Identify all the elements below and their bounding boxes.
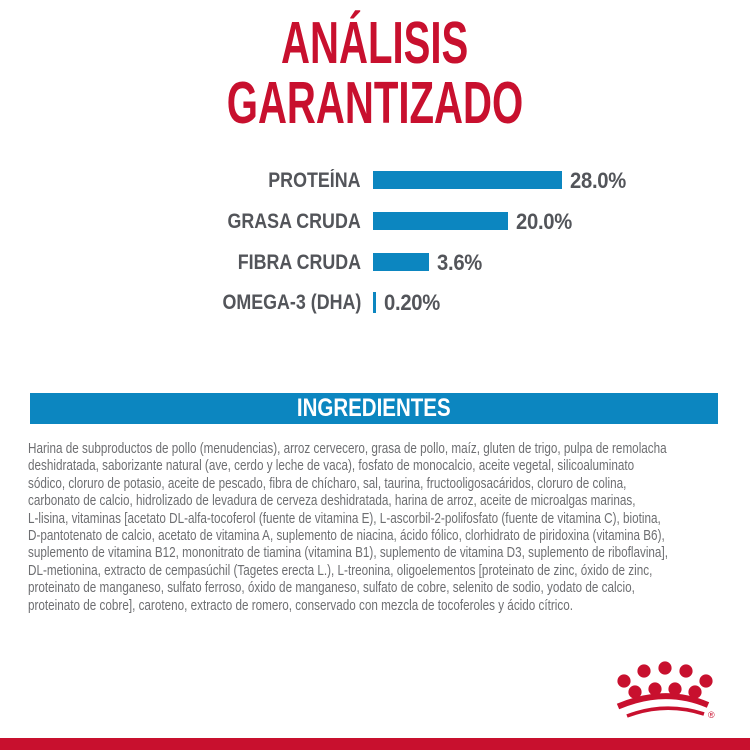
ingredients-banner [30, 393, 718, 424]
chart-value-label: 28.0% [570, 168, 627, 193]
ingredient-line: D-pantotenato de calcio, acetato de vitamina A, suplemento de niacina, ácido fólico, clorhidrato de piridoxina (vitamina B6), [28, 527, 665, 545]
chart-bar [373, 253, 429, 271]
chart-category-label: GRASA CRUDA [227, 210, 361, 233]
ingredient-line: deshidratada, saborizante natural (ave, cerdo y leche de vaca), fosfato de monocalcio, aceite vegetal, silicoaluminato [28, 457, 635, 475]
ingredient-line: DL-metionina, extracto de cempasúchil (Tagetes erecta L.), L-treonina, oligoelementos [proteinato de zinc, óxido de zinc, [28, 561, 653, 579]
ingredient-line: carbonato de calcio, hidrolizado de levadura de cerveza deshidratada, harina de arroz, aceite de microalgas marinas, [28, 492, 636, 510]
ingredient-line: L-lisina, vitaminas [acetato DL-alfa-tocoferol (fuente de vitamina E), L-ascorbil-2-polifosfato (fuente de vitamina C), biotina, [28, 509, 661, 527]
crown-dots [617, 661, 712, 698]
chart-row [0, 242, 750, 283]
page-title-line2: GARANTIZADO [226, 70, 524, 136]
page-title-line1: ANÁLISIS [281, 10, 469, 76]
chart-row [0, 160, 750, 201]
ingredient-line: sódico, cloruro de potasio, aceite de pescado, fibra de chícharo, sal, taurina, fructooligosacáridos, cloruro de colina, [28, 474, 627, 492]
crown-arc-upper [618, 696, 708, 706]
chart-bar [373, 171, 562, 189]
ingredients-banner-label: INGREDIENTES [297, 394, 451, 422]
ingredient-line: proteinato de manganeso, sulfato ferroso, óxido de manganeso, sulfato de cobre, selenito de sodio, yodato de calcio, [28, 579, 635, 597]
ingredient-line: proteinato de cobre], caroteno, extracto de romero, conservado con mezcla de tocoferoles y ácido cítrico. [28, 596, 573, 614]
chart-bar [373, 292, 376, 313]
chart-value-label: 0.20% [384, 290, 441, 315]
chart-bar [373, 212, 508, 230]
registered-trademark-icon: ® [708, 710, 715, 720]
ingredient-line: Harina de subproductos de pollo (menudencias), arroz cervecero, grasa de pollo, maíz, gluten de trigo, pulpa de remolacha [28, 440, 667, 457]
footer-red-strip [0, 738, 750, 750]
chart-category-label: OMEGA-3 (DHA) [222, 291, 361, 314]
royal-canin-crown-logo [608, 657, 723, 725]
chart-row [0, 282, 750, 323]
chart-value-label: 3.6% [437, 250, 483, 275]
chart-value-label: 20.0% [516, 209, 573, 234]
chart-row [0, 201, 750, 242]
guaranteed-analysis-chart [0, 0, 750, 340]
crown-arc-lower [627, 708, 704, 716]
chart-category-label: PROTEÍNA [268, 169, 361, 192]
ingredient-line: suplemento de vitamina B12, mononitrato de tiamina (vitamina B1), suplemento de vitamina D3, suplemento de riboflavina], [28, 544, 668, 562]
chart-category-label: FIBRA CRUDA [237, 251, 361, 274]
ingredients-text [28, 440, 748, 614]
